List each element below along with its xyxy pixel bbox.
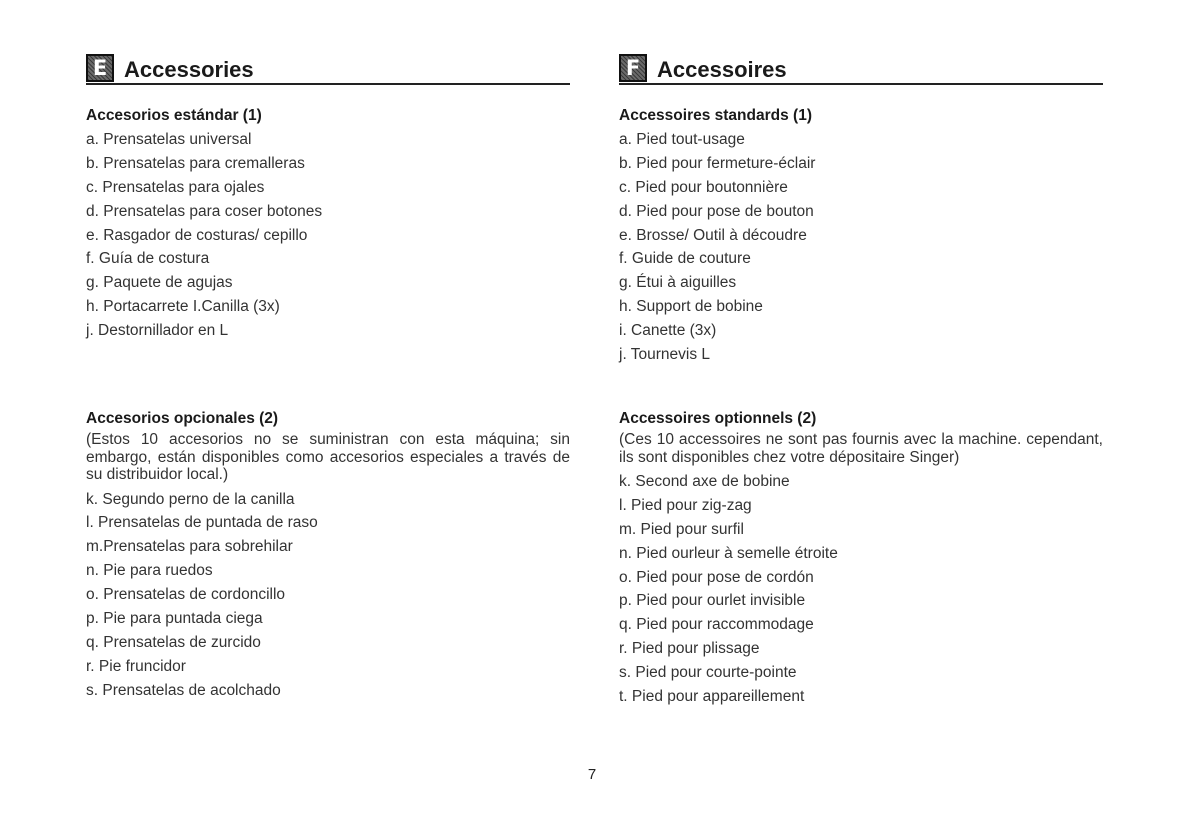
list-item: h. Support de bobine: [619, 298, 763, 316]
language-badge-f-icon: F: [619, 54, 647, 82]
list-item: m.Prensatelas para sobrehilar: [86, 538, 293, 556]
optional-accessories-heading: Accesorios opcionales (2): [86, 410, 279, 427]
list-item: e. Brosse/ Outil à découdre: [619, 226, 807, 244]
list-item: p. Pied pour ourlet invisible: [619, 592, 806, 610]
list-item: m. Pied pour surfil: [619, 520, 744, 538]
list-item: h. Portacarrete I.Canilla (3x): [86, 298, 280, 316]
list-item: a. Prensatelas universal: [86, 131, 252, 148]
list-item: d. Prensatelas para coser botones: [86, 202, 323, 220]
list-item: l. Pied pour zig-zag: [619, 496, 752, 514]
list-item: n. Pie para ruedos: [86, 562, 213, 580]
optional-accessories-block: [619, 407, 1103, 709]
list-item: c. Pied pour boutonnière: [619, 178, 788, 196]
list-item: d. Pied pour pose de bouton: [619, 202, 814, 220]
list-item: j. Destornillador en L: [86, 322, 229, 340]
list-item: r. Pied pour plissage: [619, 640, 760, 658]
list-item: t. Pied pour appareillement: [619, 688, 805, 706]
list-item: l. Prensatelas de puntada de raso: [86, 514, 318, 532]
optional-accessories-block: [86, 407, 570, 703]
standard-accessories-heading: Accessoires standards (1): [619, 107, 812, 124]
list-item: q. Prensatelas de zurcido: [86, 633, 261, 651]
section-title: Accessories: [124, 57, 254, 82]
list-item: k. Second axe de bobine: [619, 473, 790, 490]
list-item: f. Guía de costura: [86, 250, 210, 268]
section-header-spanish: [86, 50, 570, 85]
standard-accessories-heading: Accesorios estándar (1): [86, 107, 262, 124]
spanish-column: [86, 50, 570, 699]
list-item: s. Pied pour courte-pointe: [619, 664, 797, 682]
list-item: q. Pied pour raccommodage: [619, 616, 814, 634]
optional-accessories-heading: Accessoires optionnels (2): [619, 410, 817, 427]
list-item: e. Rasgador de costuras/ cepillo: [86, 226, 308, 244]
list-item: c. Prensatelas para ojales: [86, 178, 265, 196]
list-item: p. Pie para puntada ciega: [86, 609, 263, 627]
optional-accessories-note: (Ces 10 accessoires ne sont pas fournis avec la machine. cependant, ils sont disponibles chez votre dépositaire Singer): [619, 431, 1103, 466]
list-item: k. Segundo perno de la canilla: [86, 490, 295, 508]
list-item: g. Étui à aiguilles: [619, 274, 737, 292]
list-item: b. Pied pour fermeture-éclair: [619, 154, 816, 172]
french-column: [619, 50, 1103, 706]
list-item: a. Pied tout-usage: [619, 131, 745, 148]
list-item: g. Paquete de agujas: [86, 274, 233, 292]
list-item: j. Tournevis L: [619, 346, 711, 364]
list-item: r. Pie fruncidor: [86, 657, 186, 675]
list-item: s. Prensatelas de acolchado: [86, 681, 281, 699]
list-item: f. Guide de couture: [619, 250, 751, 268]
standard-accessories-block: [86, 104, 570, 343]
list-item: i. Canette (3x): [619, 322, 717, 340]
page-number: 7: [587, 766, 597, 783]
section-title: Accessoires: [657, 57, 787, 82]
list-item: n. Pied ourleur à semelle étroite: [619, 544, 838, 562]
optional-accessories-note: (Estos 10 accesorios no se suministran con esta máquina; sin embargo, están disponibles como accesorios especiales a través de su distribuidor local.): [86, 431, 570, 483]
language-badge-e-icon: E: [86, 54, 114, 82]
standard-accessories-block: [619, 104, 1103, 367]
list-item: b. Prensatelas para cremalleras: [86, 154, 305, 172]
list-item: o. Prensatelas de cordoncillo: [86, 586, 286, 604]
list-item: o. Pied pour pose de cordón: [619, 568, 814, 586]
section-header-french: [619, 50, 1103, 85]
